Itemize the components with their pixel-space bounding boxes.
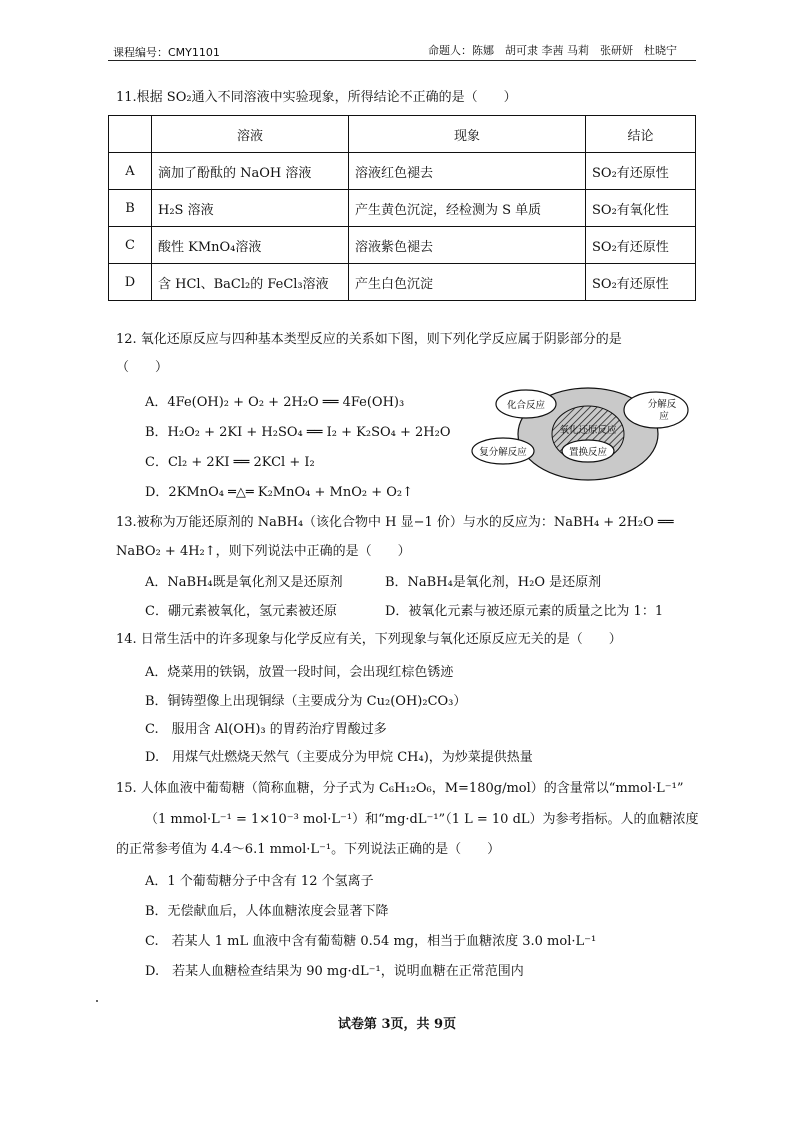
q12-stem-line1: 12. 氧化还原反应与四种基本类型反应的关系如下图，则下列化学反应属于阴影部分的是	[116, 332, 622, 347]
table-cell: 溶液红色褪去	[349, 153, 586, 190]
label-decomposition-1: 分解反	[647, 399, 677, 410]
q14-option-b: B．铜铸塑像上出现铜绿（主要成分为 Cu₂(OH)₂CO₃）	[145, 694, 467, 709]
q14-stem: 14. 日常生活中的许多现象与化学反应有关，下列现象与氧化还原反应无关的是（ ）	[116, 632, 622, 647]
q12-option-a: A．4Fe(OH)₂ + O₂ + 2H₂O ══ 4Fe(OH)₃	[145, 395, 405, 410]
question-authors: 命题人：陈娜 胡可隶 李茜 马莉 张研妍 杜晓宁	[428, 44, 677, 57]
table-row	[109, 227, 696, 264]
decomposition-ellipse	[624, 392, 688, 428]
q13-stem-line1: 13.被称为万能还原剂的 NaBH₄（该化合物中 H 显−1 价）与水的反应为：NaBH₄ + 2H₂O ══	[116, 515, 674, 530]
q15-option-b: B．无偿献血后，人体血糖浓度会显著下降	[145, 904, 389, 919]
label-double-displacement: 复分解反应	[479, 447, 527, 458]
scan-speck	[96, 1000, 98, 1002]
label-combination: 化合反应	[506, 400, 546, 411]
q15-option-a: A．1 个葡萄糖分子中含有 12 个氢离子	[145, 874, 374, 889]
table-cell: 产生白色沉淀	[349, 264, 586, 301]
q12-option-c: C．Cl₂ + 2KI ══ 2KCl + I₂	[145, 455, 315, 470]
q15-stem-line3: 的正常参考值为 4.4～6.1 mmol·L⁻¹。下列说法正确的是（ ）	[116, 842, 501, 857]
table-cell: B	[109, 190, 152, 227]
table-cell: A	[109, 153, 152, 190]
q13-option-a: A．NaBH₄既是氧化剂又是还原剂	[145, 575, 343, 590]
q14-option-a: A．烧菜用的铁锅，放置一段时间，会出现红棕色锈迹	[145, 665, 454, 680]
q13-option-b: B．NaBH₄是氧化剂，H₂O 是还原剂	[385, 575, 602, 590]
q14-option-c: C. 服用含 Al(OH)₃ 的胃药治疗胃酸过多	[145, 722, 387, 737]
table-header-cell: 溶液	[152, 116, 349, 153]
q13-option-d: D．被氧化元素与被还原元素的质量之比为 1：1	[385, 604, 664, 619]
table-cell: 产生黄色沉淀，经检测为 S 单质	[349, 190, 586, 227]
label-redox: 氧化还原反应	[559, 425, 617, 436]
table-cell: C	[109, 227, 152, 264]
header-divider	[108, 60, 696, 61]
table-cell: D	[109, 264, 152, 301]
q13-option-c: C．硼元素被氧化，氢元素被还原	[145, 604, 337, 619]
table-header-cell: 现象	[349, 116, 586, 153]
q15-option-c: C. 若某人 1 mL 血液中含有葡萄糖 0.54 mg，相当于血糖浓度 3.0 mol·L⁻¹	[145, 934, 597, 949]
q11-table	[108, 115, 696, 301]
q15-option-d: D. 若某人血糖检查结果为 90 mg·dL⁻¹，说明血糖在正常范围内	[145, 964, 524, 979]
table-cell: SO₂有还原性	[586, 227, 696, 264]
table-cell: SO₂有还原性	[586, 153, 696, 190]
q12-stem-line2: （ ）	[116, 360, 169, 375]
table-cell: SO₂有还原性	[586, 264, 696, 301]
q15-stem-line1: 15. 人体血液中葡萄糖（简称血糖，分子式为 C₆H₁₂O₆，M=180g/mol）的含量常以“mmol·L⁻¹”	[116, 781, 684, 796]
table-cell: H₂S 溶液	[152, 190, 349, 227]
label-displacement: 置换反应	[568, 447, 608, 458]
table-cell: 酸性 KMnO₄溶液	[152, 227, 349, 264]
q14-option-d: D. 用煤气灶燃烧天然气（主要成分为甲烷 CH₄)，为炒菜提供热量	[145, 750, 533, 765]
table-header-cell: 结论	[586, 116, 696, 153]
q13-stem-line2: NaBO₂ + 4H₂↑，则下列说法中正确的是（ ）	[116, 544, 411, 559]
table-cell: SO₂有氧化性	[586, 190, 696, 227]
label-decomposition-2: 应	[659, 411, 669, 422]
q15-stem-line2: （1 mmol·L⁻¹ = 1×10⁻³ mol·L⁻¹）和“mg·dL⁻¹”（1 L = 10 dL）为参考指标。人的血糖浓度	[145, 812, 699, 827]
table-cell: 含 HCl、BaCl₂的 FeCl₃溶液	[152, 264, 349, 301]
course-code: 课程编号：CMY1101	[113, 46, 220, 59]
page-footer: 试卷第 3页，共 9页	[337, 1017, 457, 1032]
table-header-cell	[109, 116, 152, 153]
q12-option-d: D．2KMnO₄ ═△═ K₂MnO₄ + MnO₂ + O₂↑	[145, 485, 413, 500]
q11-stem: 11.根据 SO₂通入不同溶液中实验现象，所得结论不正确的是（ ）	[116, 90, 517, 105]
reaction-venn-diagram	[470, 378, 696, 498]
table-row	[109, 153, 696, 190]
table-cell: 溶液紫色褪去	[349, 227, 586, 264]
table-header-row	[109, 116, 696, 153]
table-cell: 滴加了酚酞的 NaOH 溶液	[152, 153, 349, 190]
table-row	[109, 190, 696, 227]
q12-option-b: B．H₂O₂ + 2KI + H₂SO₄ ══ I₂ + K₂SO₄ + 2H₂O	[145, 425, 451, 440]
table-row	[109, 264, 696, 301]
